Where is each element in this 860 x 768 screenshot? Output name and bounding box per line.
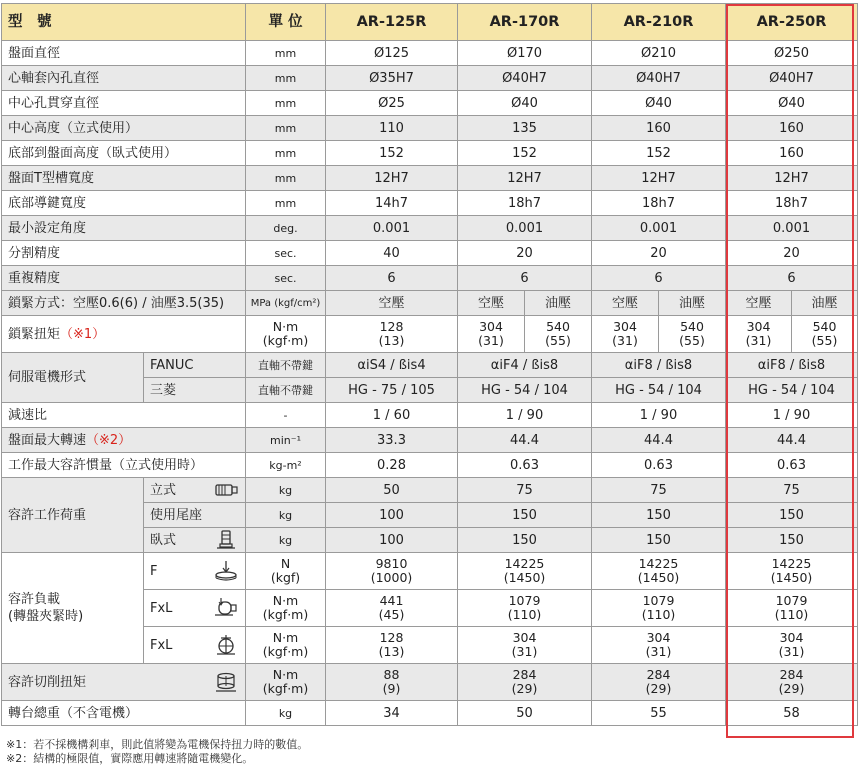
servo-fanuc-name: FANUC (144, 353, 246, 378)
footnotes (6, 738, 308, 766)
spec-row-value: 152 (458, 141, 592, 166)
clamp-ar250r-oil: 油壓 (792, 291, 858, 316)
allowload-fxl-cell-1 (144, 590, 246, 627)
reduction-ar170r: 1 / 90 (458, 403, 592, 428)
cutting-ar250r: 284 (29) (726, 664, 858, 701)
clamp-torque-row (2, 316, 858, 353)
workload-tailstock-unit: kg (246, 503, 326, 528)
tilting-moment-icon (213, 635, 239, 655)
clamp-ar210r-oil: 油壓 (659, 291, 726, 316)
inertia-label: 工作最大容許慣量（立式使用時） (2, 453, 246, 478)
servo-fanuc-ar170r: αiF4 / ßis8 (458, 353, 592, 378)
allowload-fxl-name-2: FxL (150, 637, 173, 653)
torque-ar210r-oil: 540 (55) (659, 316, 726, 353)
allowload-f-ar170r: 14225 (1450) (458, 553, 592, 590)
note-ref-1: （※1） (60, 326, 106, 342)
cutting-torque-row (2, 664, 858, 701)
header-model-ar250r: AR-250R (726, 4, 858, 41)
spec-row-label: 盤面直徑 (2, 41, 246, 66)
cutting-ar210r: 284 (29) (592, 664, 726, 701)
spec-row-value: Ø40 (592, 91, 726, 116)
spec-row (2, 166, 858, 191)
workload-vertical-ar250r: 75 (726, 478, 858, 503)
note-ref-2: （※2） (86, 432, 132, 448)
servo-fanuc-ar210r: αiF8 / ßis8 (592, 353, 726, 378)
spec-row-value: 18h7 (592, 191, 726, 216)
spec-row (2, 66, 858, 91)
torque-ar170r-air: 304 (31) (458, 316, 525, 353)
inertia-ar250r: 0.63 (726, 453, 858, 478)
workload-horizontal-cell (144, 528, 246, 553)
inertia-unit: kg-m² (246, 453, 326, 478)
spec-row-unit: mm (246, 41, 326, 66)
spec-row-unit: deg. (246, 216, 326, 241)
allowload-fxl-name-1: FxL (150, 600, 173, 616)
spec-row-unit: sec. (246, 241, 326, 266)
allowload-f-cell (144, 553, 246, 590)
clamp-method-row (2, 291, 858, 316)
workload-horizontal-ar170r: 150 (458, 528, 592, 553)
spec-row-value: 12H7 (726, 166, 858, 191)
workload-tailstock-ar170r: 150 (458, 503, 592, 528)
workload-horizontal-ar250r: 150 (726, 528, 858, 553)
clamp-ar250r-air: 空壓 (726, 291, 792, 316)
header-unit-label: 單 位 (246, 4, 326, 41)
spec-row (2, 266, 858, 291)
workload-tailstock-ar210r: 150 (592, 503, 726, 528)
spec-row-value: 160 (726, 141, 858, 166)
inertia-ar125r: 0.28 (326, 453, 458, 478)
workload-horizontal-name: 臥式 (150, 532, 177, 548)
max-speed-label: 盤面最大轉速（※2） (2, 428, 246, 453)
allowload-f-ar125r: 9810 (1000) (326, 553, 458, 590)
workload-vertical-ar125r: 50 (326, 478, 458, 503)
workload-label: 容許工作荷重 (2, 478, 144, 553)
torque-ar170r-oil: 540 (55) (525, 316, 592, 353)
spec-row (2, 191, 858, 216)
workload-tailstock-ar125r: 100 (326, 503, 458, 528)
spec-row-value: Ø170 (458, 41, 592, 66)
reduction-ratio-unit: - (246, 403, 326, 428)
torque-ar250r-oil: 540 (55) (792, 316, 858, 353)
allowload-fxl1-ar125r: 441 (45) (326, 590, 458, 627)
clamp-torque-label: 鎖緊扭矩（※1） (2, 316, 246, 353)
workload-horizontal-ar210r: 150 (592, 528, 726, 553)
weight-ar125r: 34 (326, 701, 458, 726)
servo-mitsubishi-ar250r: HG - 54 / 104 (726, 378, 858, 403)
spec-row-unit: mm (246, 66, 326, 91)
allowload-f-ar210r: 14225 (1450) (592, 553, 726, 590)
torque-ar250r-air: 304 (31) (726, 316, 792, 353)
spec-row-unit: sec. (246, 266, 326, 291)
workload-vertical-cell (144, 478, 246, 503)
spec-row-value: 12H7 (458, 166, 592, 191)
spec-row-value: 14h7 (326, 191, 458, 216)
clamp-ar170r-air: 空壓 (458, 291, 525, 316)
spec-row-unit: mm (246, 116, 326, 141)
allowload-f-name: F (150, 563, 158, 579)
cutting-torque-icon (213, 672, 239, 692)
servo-mitsubishi-unit: 直軸不帶鍵 (246, 378, 326, 403)
spec-row-value: 18h7 (726, 191, 858, 216)
spec-row-value: 12H7 (592, 166, 726, 191)
cutting-torque-label: 容許切削扭矩 (8, 674, 87, 690)
spec-row-unit: mm (246, 166, 326, 191)
allowload-fxl-unit-1: N·m (kgf·m) (246, 590, 326, 627)
clamp-ar210r-air: 空壓 (592, 291, 659, 316)
reduction-ar250r: 1 / 90 (726, 403, 858, 428)
allowload-label: 容許負載 (轉盤夾緊時) (2, 553, 144, 664)
workload-tailstock-name: 使用尾座 (144, 503, 246, 528)
spec-row-unit: mm (246, 141, 326, 166)
spec-row-value: Ø40 (726, 91, 858, 116)
inertia-ar210r: 0.63 (592, 453, 726, 478)
inertia-ar170r: 0.63 (458, 453, 592, 478)
spec-table (1, 3, 858, 726)
servo-mitsubishi-ar170r: HG - 54 / 104 (458, 378, 592, 403)
spec-row-value: Ø35H7 (326, 66, 458, 91)
clamp-ar125r: 空壓 (326, 291, 458, 316)
allowload-fxl1-ar210r: 1079 (110) (592, 590, 726, 627)
spec-row (2, 41, 858, 66)
spec-row (2, 141, 858, 166)
max-speed-ar170r: 44.4 (458, 428, 592, 453)
spec-row-value: 0.001 (326, 216, 458, 241)
spec-row-value: 6 (726, 266, 858, 291)
spec-row-label: 底部導鍵寬度 (2, 191, 246, 216)
spec-row (2, 216, 858, 241)
workload-vertical-row (2, 478, 858, 503)
allowload-fxl2-ar125r: 128 (13) (326, 627, 458, 664)
allowload-fxl1-ar250r: 1079 (110) (726, 590, 858, 627)
max-speed-row (2, 428, 858, 453)
spec-row-label: 心軸套內孔直徑 (2, 66, 246, 91)
header-model-label: 型 號 (2, 4, 246, 41)
spec-row-label: 最小設定角度 (2, 216, 246, 241)
weight-ar250r: 58 (726, 701, 858, 726)
reduction-ar210r: 1 / 90 (592, 403, 726, 428)
spec-row-value: 110 (326, 116, 458, 141)
spec-row-value: 6 (458, 266, 592, 291)
allowload-fxl2-ar250r: 304 (31) (726, 627, 858, 664)
allowload-f-unit: N (kgf) (246, 553, 326, 590)
reduction-ar125r: 1 / 60 (326, 403, 458, 428)
workload-horizontal-unit: kg (246, 528, 326, 553)
header-model-ar170r: AR-170R (458, 4, 592, 41)
vertical-mount-icon (213, 480, 239, 500)
allowload-f-ar250r: 14225 (1450) (726, 553, 858, 590)
workload-vertical-name: 立式 (150, 482, 177, 498)
spec-row-value: 160 (726, 116, 858, 141)
total-weight-label: 轉台總重（不含電機） (2, 701, 246, 726)
cutting-ar170r: 284 (29) (458, 664, 592, 701)
allowload-fxl-unit-2: N·m (kgf·m) (246, 627, 326, 664)
footnote-2: ※2：結構的極限值，實際應用轉速將隨電機變化。 (6, 752, 254, 765)
servo-fanuc-unit: 直軸不帶鍵 (246, 353, 326, 378)
workload-horizontal-ar125r: 100 (326, 528, 458, 553)
clamp-method-unit: MPa (kgf/cm²) (246, 291, 326, 316)
spec-row (2, 241, 858, 266)
spec-row-label: 中心孔貫穿直徑 (2, 91, 246, 116)
servo-fanuc-ar250r: αiF8 / ßis8 (726, 353, 858, 378)
spec-row-value: 12H7 (326, 166, 458, 191)
clamp-torque-unit: N·m (kgf·m) (246, 316, 326, 353)
servo-motor-label: 伺服電機形式 (2, 353, 144, 403)
allowload-fxl2-ar210r: 304 (31) (592, 627, 726, 664)
spec-row (2, 91, 858, 116)
spec-row-value: Ø125 (326, 41, 458, 66)
servo-mitsubishi-name: 三菱 (144, 378, 246, 403)
spec-row-value: Ø40H7 (726, 66, 858, 91)
inertia-row (2, 453, 858, 478)
spec-row-value: 20 (726, 241, 858, 266)
spec-row-label: 盤面T型槽寬度 (2, 166, 246, 191)
axial-force-icon (213, 561, 239, 581)
spec-row-value: 0.001 (458, 216, 592, 241)
spec-row-value: 160 (592, 116, 726, 141)
spec-row-value: 6 (592, 266, 726, 291)
spec-row-value: 20 (458, 241, 592, 266)
workload-vertical-ar210r: 75 (592, 478, 726, 503)
max-speed-ar125r: 33.3 (326, 428, 458, 453)
spec-row-value: Ø210 (592, 41, 726, 66)
header-model-ar125r: AR-125R (326, 4, 458, 41)
max-speed-ar250r: 44.4 (726, 428, 858, 453)
spec-row-label: 重複精度 (2, 266, 246, 291)
cutting-torque-cell (2, 664, 246, 701)
allowload-fxl2-ar170r: 304 (31) (458, 627, 592, 664)
workload-tailstock-ar250r: 150 (726, 503, 858, 528)
spec-row-value: Ø250 (726, 41, 858, 66)
moment-load-icon (213, 598, 239, 618)
spec-row-value: Ø40H7 (458, 66, 592, 91)
footnote-1: ※1：若不採機構剎車，則此值將變為電機保持扭力時的數值。 (6, 738, 309, 751)
clamp-ar170r-oil: 油壓 (525, 291, 592, 316)
spec-row-value: 0.001 (726, 216, 858, 241)
cutting-ar125r: 88 (9) (326, 664, 458, 701)
spec-row-value: 0.001 (592, 216, 726, 241)
workload-vertical-ar170r: 75 (458, 478, 592, 503)
header-model-ar210r: AR-210R (592, 4, 726, 41)
max-speed-ar210r: 44.4 (592, 428, 726, 453)
spec-row-value: 6 (326, 266, 458, 291)
servo-mitsubishi-ar210r: HG - 54 / 104 (592, 378, 726, 403)
spec-row-label: 中心高度（立式使用） (2, 116, 246, 141)
weight-ar170r: 50 (458, 701, 592, 726)
servo-mitsubishi-ar125r: HG - 75 / 105 (326, 378, 458, 403)
spec-row-value: 152 (326, 141, 458, 166)
horizontal-mount-icon (213, 530, 239, 550)
spec-row-label: 分割精度 (2, 241, 246, 266)
reduction-ratio-label: 減速比 (2, 403, 246, 428)
torque-ar125r: 128 (13) (326, 316, 458, 353)
spec-row-value: Ø40H7 (592, 66, 726, 91)
spec-row-unit: mm (246, 91, 326, 116)
spec-row-unit: mm (246, 191, 326, 216)
spec-row (2, 116, 858, 141)
header-row (2, 4, 858, 41)
allowload-fxl1-ar170r: 1079 (110) (458, 590, 592, 627)
cutting-torque-unit: N·m (kgf·m) (246, 664, 326, 701)
spec-row-value: 40 (326, 241, 458, 266)
weight-ar210r: 55 (592, 701, 726, 726)
allowload-fxl-cell-2 (144, 627, 246, 664)
torque-ar210r-air: 304 (31) (592, 316, 659, 353)
total-weight-unit: kg (246, 701, 326, 726)
servo-fanuc-ar125r: αiS4 / ßis4 (326, 353, 458, 378)
clamp-method-label: 鎖緊方式：空壓0.6(6) / 油壓3.5(35) (2, 291, 246, 316)
spec-row-value: 152 (592, 141, 726, 166)
spec-row-value: 18h7 (458, 191, 592, 216)
spec-row-value: 20 (592, 241, 726, 266)
workload-vertical-unit: kg (246, 478, 326, 503)
reduction-ratio-row (2, 403, 858, 428)
basic-spec-rows (2, 41, 858, 291)
spec-row-label: 底部到盤面高度（臥式使用） (2, 141, 246, 166)
servo-fanuc-row (2, 353, 858, 378)
total-weight-row (2, 701, 858, 726)
spec-row-value: Ø40 (458, 91, 592, 116)
spec-row-value: 135 (458, 116, 592, 141)
allowload-f-row (2, 553, 858, 590)
max-speed-unit: min⁻¹ (246, 428, 326, 453)
spec-row-value: Ø25 (326, 91, 458, 116)
